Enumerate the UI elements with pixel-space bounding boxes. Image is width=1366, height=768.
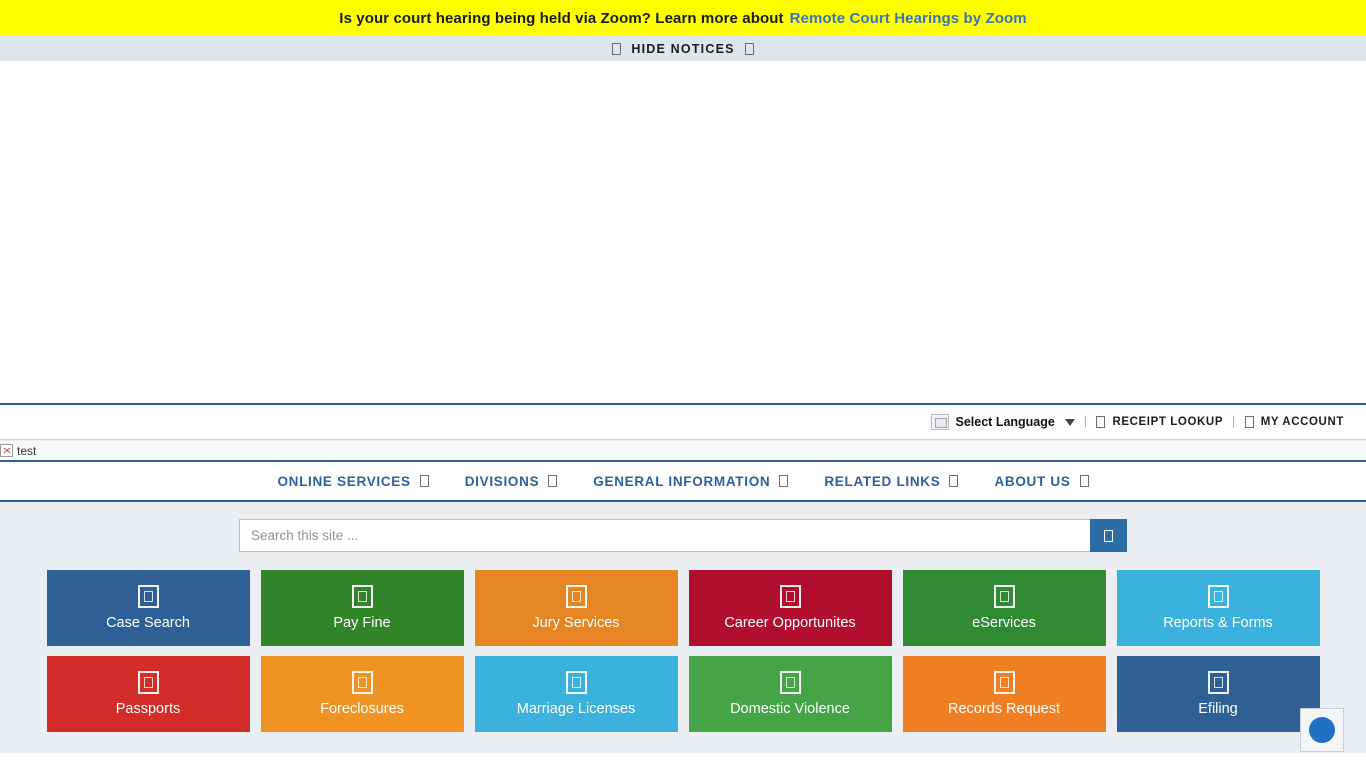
chevron-down-icon xyxy=(1065,419,1075,426)
blank-content-region xyxy=(0,61,1366,403)
nav-label: ONLINE SERVICES xyxy=(277,473,411,489)
tile-pay-fine[interactable] xyxy=(261,570,464,646)
tile-domestic-violence[interactable] xyxy=(689,656,892,732)
tile-label: Career Opportunites xyxy=(724,615,856,632)
chevron-down-icon xyxy=(548,475,557,487)
foreclosures-icon xyxy=(352,671,373,694)
chevron-up-icon-right xyxy=(745,43,754,55)
court-notice-banner xyxy=(0,0,1366,36)
chevron-down-icon xyxy=(420,475,429,487)
chevron-down-icon xyxy=(1080,475,1089,487)
tile-case-search[interactable] xyxy=(47,570,250,646)
hide-notices-label: HIDE NOTICES xyxy=(631,41,735,56)
my-account-link[interactable] xyxy=(1245,416,1344,428)
tile-reports-forms[interactable] xyxy=(1117,570,1320,646)
search-icon xyxy=(1104,530,1113,542)
tile-label: Foreclosures xyxy=(320,701,404,718)
site-logo-broken-image[interactable] xyxy=(0,444,36,458)
site-logo-alt-text: test xyxy=(17,443,37,458)
tile-jury-services[interactable] xyxy=(475,570,678,646)
eservices-icon xyxy=(994,585,1015,608)
receipt-icon xyxy=(1096,416,1105,428)
site-search xyxy=(239,519,1127,552)
tile-label: Domestic Violence xyxy=(730,701,850,718)
nav-label: GENERAL INFORMATION xyxy=(593,473,771,489)
nav-item-related-links[interactable] xyxy=(806,474,976,489)
nav-label: RELATED LINKS xyxy=(824,473,941,489)
tile-label: Marriage Licenses xyxy=(516,701,636,718)
tile-label: eServices xyxy=(972,615,1036,632)
tile-label: Passports xyxy=(115,701,181,718)
language-selector[interactable] xyxy=(931,414,1075,430)
tile-foreclosures[interactable] xyxy=(261,656,464,732)
marriage-licenses-icon xyxy=(566,671,587,694)
site-logo-band xyxy=(0,440,1366,462)
hide-notices-bar[interactable] xyxy=(0,36,1366,61)
domestic-violence-icon xyxy=(780,671,801,694)
passports-icon xyxy=(138,671,159,694)
search-row xyxy=(0,519,1366,552)
chat-bubble-icon xyxy=(1309,717,1335,743)
receipt-lookup-label: RECEIPT LOOKUP xyxy=(1112,416,1224,428)
nav-label: DIVISIONS xyxy=(464,473,540,489)
tile-label: Records Request xyxy=(947,701,1061,718)
nav-item-online-services[interactable] xyxy=(259,474,446,489)
utility-separator-1: | xyxy=(1083,416,1088,428)
broken-image-icon xyxy=(0,444,13,457)
tile-efiling[interactable] xyxy=(1117,656,1320,732)
notice-text: Is your court hearing being held via Zoom? Learn more about xyxy=(339,9,784,27)
search-input[interactable] xyxy=(239,519,1090,552)
quick-links-grid xyxy=(0,570,1366,732)
tile-label: Pay Fine xyxy=(333,615,391,632)
tile-records-request[interactable] xyxy=(903,656,1106,732)
tile-eservices[interactable] xyxy=(903,570,1106,646)
chevron-down-icon xyxy=(949,475,958,487)
chat-widget-button[interactable] xyxy=(1300,708,1344,752)
efiling-icon xyxy=(1208,671,1229,694)
tile-label: Efiling xyxy=(1198,701,1238,718)
google-translate-icon xyxy=(931,414,949,430)
tile-passports[interactable] xyxy=(47,656,250,732)
search-button[interactable] xyxy=(1090,519,1127,552)
chevron-down-icon xyxy=(779,475,788,487)
nav-label: ABOUT US xyxy=(994,473,1071,489)
tile-label: Jury Services xyxy=(532,615,620,632)
career-opportunities-icon xyxy=(780,585,801,608)
tile-label: Reports & Forms xyxy=(1163,615,1273,632)
utility-bar xyxy=(0,403,1366,440)
main-navigation xyxy=(0,462,1366,502)
my-account-label: MY ACCOUNT xyxy=(1260,416,1344,428)
chevron-up-icon-left xyxy=(612,43,621,55)
utility-separator-2: | xyxy=(1232,416,1236,428)
jury-services-icon xyxy=(566,585,587,608)
tile-label: Case Search xyxy=(106,615,190,632)
tile-career-opportunites[interactable] xyxy=(689,570,892,646)
user-icon xyxy=(1245,416,1254,428)
nav-item-about-us[interactable] xyxy=(976,474,1106,489)
nav-item-general-information[interactable] xyxy=(575,474,806,489)
case-search-icon xyxy=(138,585,159,608)
remote-hearings-link[interactable]: Remote Court Hearings by Zoom xyxy=(789,9,1027,27)
receipt-lookup-link[interactable] xyxy=(1096,416,1223,428)
search-and-tiles-section xyxy=(0,502,1366,753)
nav-item-divisions[interactable] xyxy=(447,474,576,489)
reports-forms-icon xyxy=(1208,585,1229,608)
select-language-label: Select Language xyxy=(955,415,1055,429)
records-request-icon xyxy=(994,671,1015,694)
pay-fine-icon xyxy=(352,585,373,608)
tile-marriage-licenses[interactable] xyxy=(475,656,678,732)
